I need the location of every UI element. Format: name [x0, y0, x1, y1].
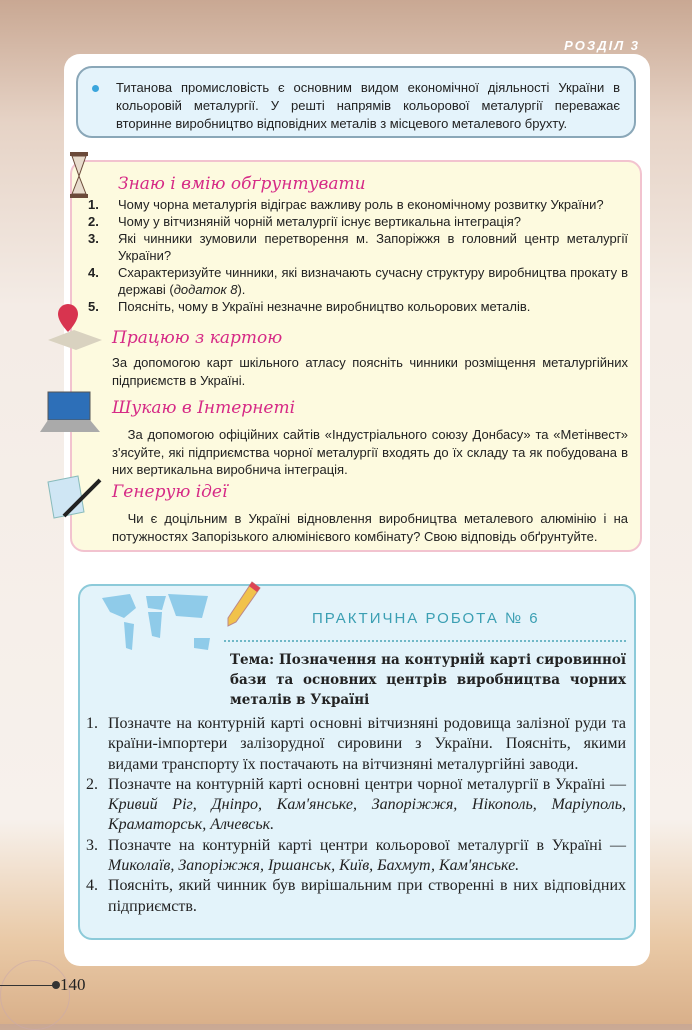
hourglass-icon — [64, 150, 94, 202]
ideas-title: Генерую ідеї — [112, 482, 228, 502]
question-item: 1. Чому чорна металургія відіграє важливу роль в економічному розвитку України? — [88, 197, 604, 212]
map-title: Працюю з картою — [112, 328, 283, 348]
practical-title: ПРАКТИЧНА РОБОТА № 6 — [312, 610, 540, 627]
pencil-icon — [222, 578, 262, 630]
bullet-icon — [92, 85, 99, 92]
laptop-icon — [38, 388, 102, 438]
task-item: 3. Позначте на контурній карті центри кольорової металургії в Україні — Миколаїв, Запоріжжя, Іршанськ, Київ, Бахмут, Кам'янське. — [86, 836, 626, 875]
internet-title: Шукаю в Інтернеті — [112, 398, 296, 418]
globe-decoration-icon — [0, 960, 70, 1030]
task-item: 4. Поясніть, який чинник був вирішальним при створенні в них відповідних підприємств. — [86, 877, 626, 915]
section-label: РОЗДІЛ 3 — [564, 38, 640, 53]
question-item: 5. Поясніть, чому в Україні незначне виробництво кольорових металів. — [88, 299, 531, 314]
know-questions — [88, 196, 628, 315]
info-box — [76, 66, 636, 138]
map-text: За допомогою карт шкільного атласу поясніть чинники розміщення металургійних підприємств в Україні. — [112, 355, 628, 388]
internet-text: За допомогою офіційних сайтів «Індустріального союзу Донбасу» та «Метінвест» з'ясуйте, які підприємства чорної металургії входять до їх складу та як побудована в них вертикальна виробнича інтеграція. — [112, 427, 628, 477]
question-item: 3. Які чинники зумовили перетворення м. Запоріжжя в головний центр металургії України? — [88, 231, 628, 263]
task-item: 1. Позначте на контурній карті основні вітчизняні родовища залізної руди та країни-імпортери залізорудної сировини з України. Поясніть, якими видами транспорту їх постачають на вітчизняні металургійні заводи. — [86, 715, 626, 773]
world-map-icon — [96, 588, 216, 668]
page-line — [0, 985, 55, 986]
divider — [224, 640, 626, 642]
pen-paper-icon — [44, 472, 102, 522]
question-item: 4. Схарактеризуйте чинники, які визначають сучасну структуру виробництва прокату в державі (додаток 8). — [88, 265, 628, 297]
info-text: Титанова промисловість є основним видом економічної діяльності України в кольоровій металургії. У решті напрямів кольорової металургії переважає вторинне виробництво відповідних металів з місцевого металевого брухту. — [116, 80, 620, 131]
know-title: Знаю і вмію обґрунтувати — [118, 174, 366, 194]
practical-tasks — [86, 714, 626, 917]
question-item: 2. Чому у вітчизняній чорній металургії існує вертикальна інтеграція? — [88, 214, 522, 229]
map-pin-icon — [44, 302, 104, 352]
task-item: 2. Позначте на контурній карті основні центри чорної металургії в Україні — Кривий Ріг, Дніпро, Кам'янське, Запоріжжя, Нікополь, Маріуполь, Краматорськ, Алчевськ. — [86, 775, 626, 834]
practical-topic: Тема: Позначення на контурній карті сировинної бази та основних центрів виробництва чорних металів в Україні — [230, 652, 626, 708]
page-dot — [52, 981, 60, 989]
page-number: 140 — [60, 975, 86, 994]
ideas-text: Чи є доцільним в Україні відновлення виробництва металевого алюмінію і на потужностях Запорізького алюмінієвого комбінату? Свою відповідь обґрунтуйте. — [112, 511, 628, 544]
